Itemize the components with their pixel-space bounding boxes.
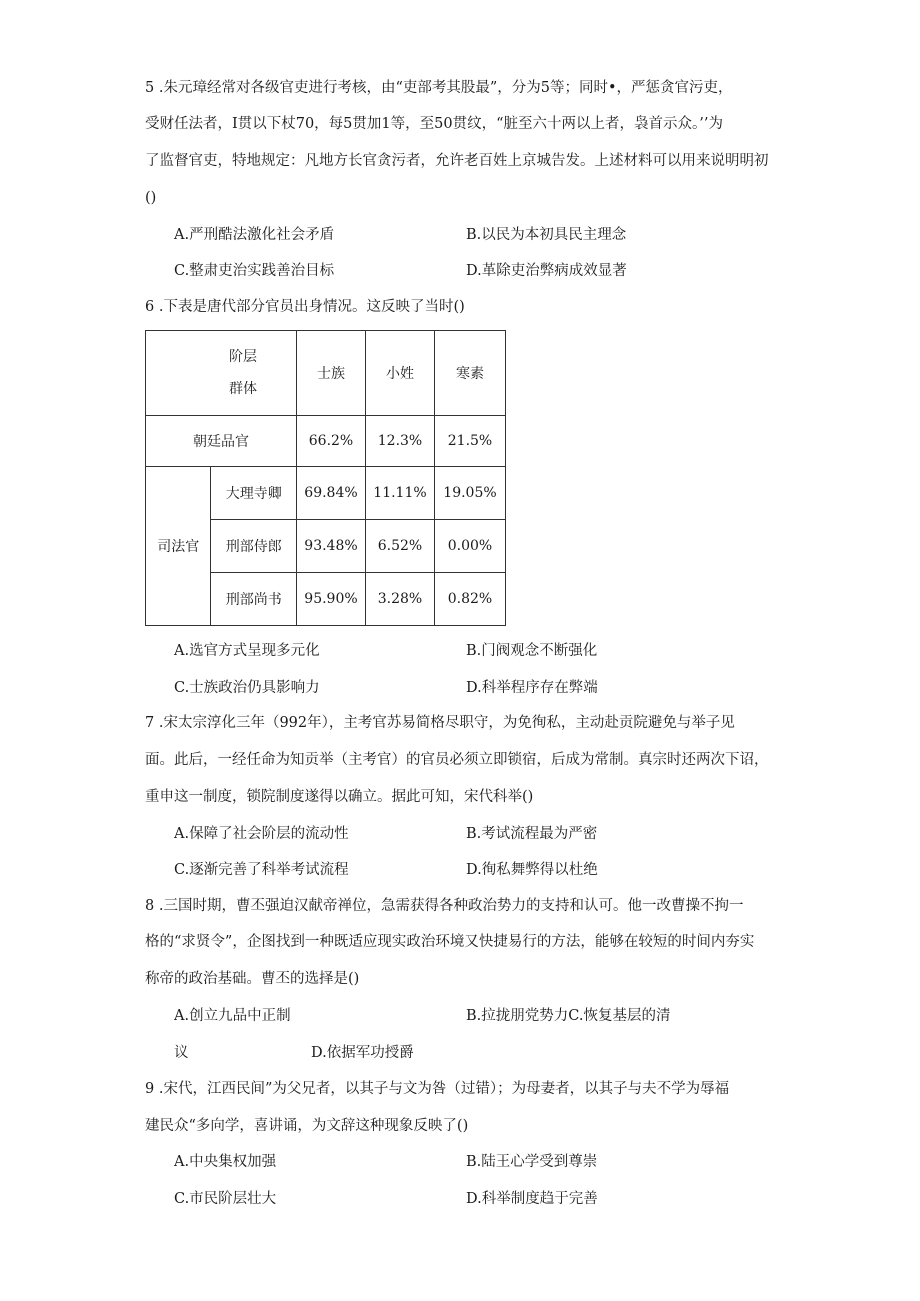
table-cell: 0.00% (435, 520, 506, 573)
table-cell: 69.84% (297, 467, 366, 520)
q5-option-d: D.革除吏治弊病成效显著 (466, 263, 627, 279)
q9-option-d: D.科举制度趋于完善 (466, 1191, 598, 1207)
q7-line-1: 7 .宋太宗淳化三年（992年），主考官苏易简格尽职守，为免徇私，主动赴贡院避免与举子见 (145, 715, 735, 731)
q8-line-3: 称帝的政治基础。曹丕的选择是() (145, 971, 360, 987)
row-label-xingbushangshu: 刑部尚书 (211, 573, 297, 626)
q7-line-3: 重申这一制度，锁院制度遂得以确立。据此可知，宋代科举() (145, 789, 534, 805)
q8-option-d: D.依据军功授爵 (311, 1045, 414, 1061)
q5-option-a: A.严刑酷法激化社会矛盾 (174, 227, 335, 243)
q9-option-a: A.中央集权加强 (174, 1154, 277, 1170)
table-cell: 3.28% (366, 573, 435, 626)
q6-table (145, 330, 506, 626)
q9-line-2: 建民众“多向学，喜讲诵，为文辞这种现象反映了() (145, 1118, 469, 1134)
q5-line-2: 受财任法者，I贯以下杖70，每5贯加1等，至50贯纹，“脏至六十两以上者，袅首示众。’’为 (145, 116, 723, 132)
q5-option-b: B.以民为本初具民主理念 (466, 227, 627, 243)
q5-line-4: () (145, 190, 157, 206)
q8-option-c-continued: 议 (174, 1045, 189, 1061)
q7-line-2: 面。此后，一经任命为知贡举（主考官）的官员必须立即锁宿，后成为常制。真宗时还两次下诏， (145, 752, 769, 768)
q9-option-c: C.市民阶层壮大 (174, 1191, 277, 1207)
q6-option-d: D.科举程序存在弊端 (466, 680, 598, 696)
table-cell: 0.82% (435, 573, 506, 626)
table-cell: 11.11% (366, 467, 435, 520)
table-header-stacked (146, 331, 297, 416)
table-cell: 95.90% (297, 573, 366, 626)
table-cell: 6.52% (366, 520, 435, 573)
q6-option-b: B.门阀观念不断强化 (466, 643, 598, 659)
col-header-shizu: 士族 (297, 331, 366, 416)
q5-line-1: 5 .朱元璋经常对各级官吏进行考核，由“吏部考其股最”，分为5等；同时•，严惩贪官污吏， (145, 80, 733, 96)
court-value-shizu: 66.2% (297, 416, 366, 467)
q9-line-1: 9 .宋代，江西民间”为父兄者，以其子与文为咎（过错）；为母妻者，以其子与夫不学为辱福 (145, 1081, 730, 1097)
court-value-xiaoxing: 12.3% (366, 416, 435, 467)
court-value-hansu: 21.5% (435, 416, 506, 467)
q8-option-b-c: B.拉拢朋党势力C.恢复基层的清 (466, 1008, 671, 1024)
row-label-xingbushilang: 刑部侍郎 (211, 520, 297, 573)
header-bottom-label: 群体 (229, 381, 257, 397)
table-cell: 93.48% (297, 520, 366, 573)
q7-option-d: D.徇私舞弊得以杜绝 (466, 862, 598, 878)
q5-line-3: 了监督官吏，特地规定：凡地方长官贪污者，允许老百姓上京城告发。上述材料可以用来说明明初 (145, 153, 769, 169)
q6-option-a: A.选官方式呈现多元化 (174, 643, 320, 659)
q7-option-a: A.保障了社会阶层的流动性 (174, 826, 349, 842)
q6-option-c: C.士族政治仍具影响力 (174, 680, 320, 696)
row-label-dalisiqing: 大理寺卿 (211, 467, 297, 520)
group-label-judicial: 司法官 (146, 467, 211, 626)
q8-line-2: 格的“求贤令”，企图找到一种既适应现实政治环境又快捷易行的方法，能够在较短的时间内夯实 (145, 934, 755, 950)
header-top-label: 阶层 (229, 349, 257, 365)
q8-option-a: A.创立九品中正制 (174, 1008, 291, 1024)
q6-stem: 6 .下表是唐代部分官员出身情况。这反映了当时() (145, 299, 465, 315)
col-header-xiaoxing: 小姓 (366, 331, 435, 416)
q7-option-b: B.考试流程最为严密 (466, 826, 598, 842)
q7-option-c: C.逐渐完善了科举考试流程 (174, 862, 349, 878)
q9-option-b: B.陆王心学受到尊崇 (466, 1154, 598, 1170)
row-label-court: 朝廷品官 (146, 416, 297, 467)
col-header-hansu: 寒素 (435, 331, 506, 416)
table-cell: 19.05% (435, 467, 506, 520)
q8-line-1: 8 .三国时期，曹丕强迫汉献帝禅位，急需获得各种政治势力的支持和认可。他一改曹操不拘一 (145, 898, 744, 914)
q5-option-c: C.整肃吏治实践善治目标 (174, 263, 335, 279)
